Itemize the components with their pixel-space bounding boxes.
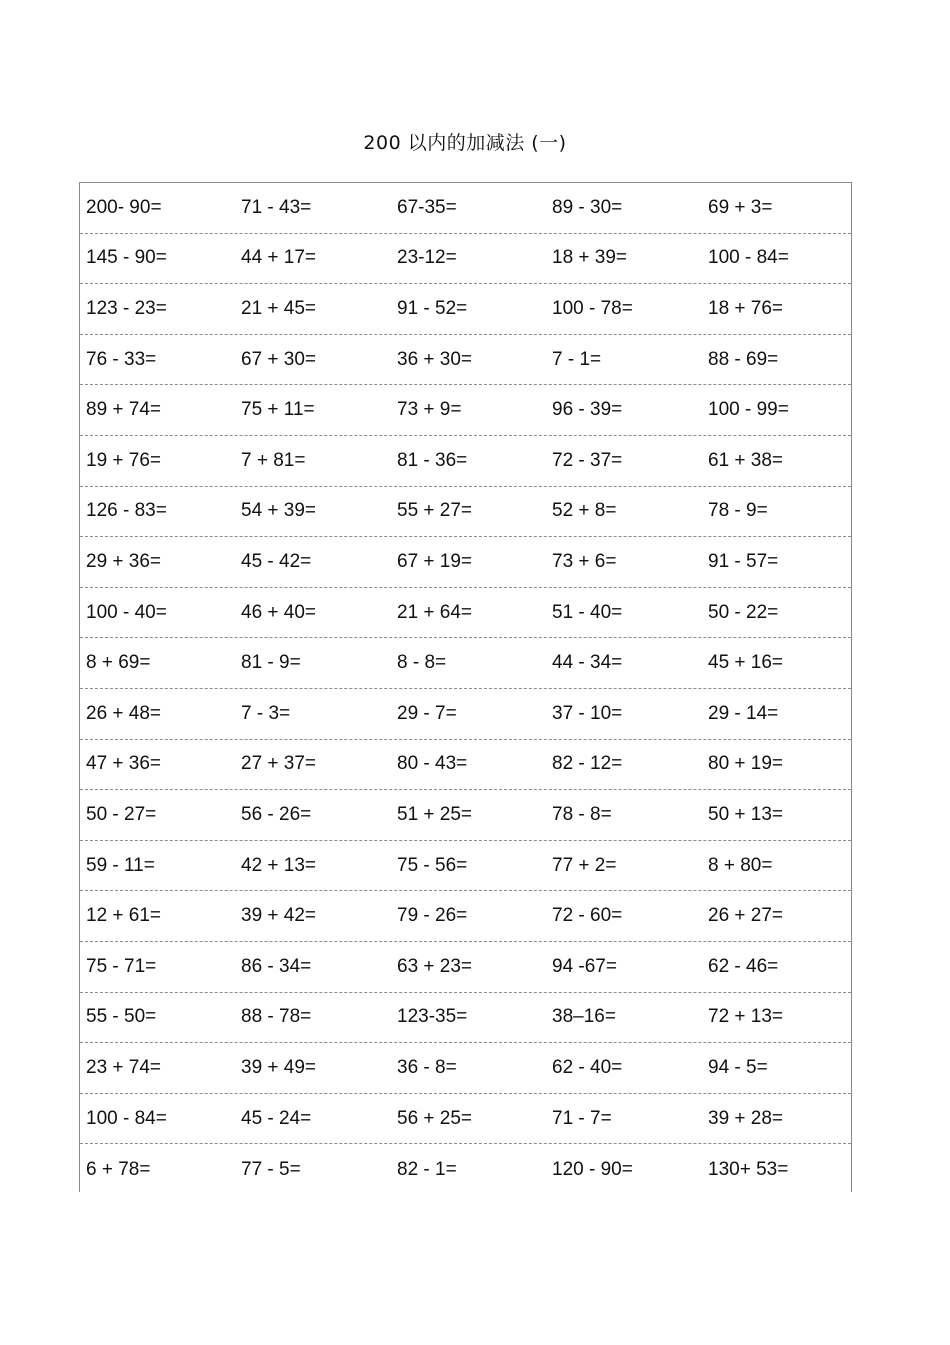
problem-cell: 45 - 42= <box>241 550 312 572</box>
problem-cell: 100 - 84= <box>708 247 789 269</box>
problem-cell: 18 + 39= <box>552 247 628 269</box>
problem-cell: 72 + 13= <box>708 1006 784 1028</box>
problem-cell: 91 - 57= <box>708 550 779 572</box>
problem-cell: 120 - 90= <box>552 1158 633 1180</box>
problem-cell: 46 + 40= <box>241 601 317 623</box>
table-row <box>80 1094 851 1145</box>
problem-cell: 6 + 78= <box>86 1158 151 1180</box>
problem-table <box>79 182 852 1192</box>
problem-cell: 50 - 27= <box>86 803 157 825</box>
problem-cell: 51 - 40= <box>552 601 623 623</box>
problem-cell: 36 - 8= <box>397 1056 457 1078</box>
problem-cell: 56 - 26= <box>241 803 312 825</box>
problem-cell: 88 - 78= <box>241 1006 312 1028</box>
problem-cell: 47 + 36= <box>86 753 162 775</box>
problem-cell: 81 - 36= <box>397 449 468 471</box>
problem-cell: 100 - 78= <box>552 297 633 319</box>
problem-cell: 8 - 8= <box>397 652 447 674</box>
problem-cell: 54 + 39= <box>241 500 317 522</box>
problem-cell: 77 - 5= <box>241 1158 301 1180</box>
problem-cell: 52 + 8= <box>552 500 617 522</box>
problem-cell: 38–16= <box>552 1006 616 1028</box>
table-row <box>80 487 851 538</box>
problem-cell: 37 - 10= <box>552 702 623 724</box>
problem-cell: 42 + 13= <box>241 854 317 876</box>
problem-cell: 56 + 25= <box>397 1107 473 1129</box>
worksheet-title: 200 以内的加减法 (一) <box>363 132 567 154</box>
problem-cell: 50 - 22= <box>708 601 779 623</box>
problem-cell: 12 + 61= <box>86 905 162 927</box>
problem-cell: 59 - 11= <box>86 854 155 876</box>
problem-cell: 78 - 9= <box>708 500 768 522</box>
problem-cell: 82 - 12= <box>552 753 623 775</box>
problem-cell: 79 - 26= <box>397 905 468 927</box>
problem-cell: 44 - 34= <box>552 652 623 674</box>
problem-cell: 86 - 34= <box>241 955 312 977</box>
problem-cell: 73 + 9= <box>397 399 462 421</box>
problem-cell: 88 - 69= <box>708 348 779 370</box>
problem-cell: 82 - 1= <box>397 1158 457 1180</box>
problem-cell: 62 - 46= <box>708 955 779 977</box>
problem-cell: 75 - 56= <box>397 854 468 876</box>
problem-cell: 91 - 52= <box>397 297 468 319</box>
problem-cell: 77 + 2= <box>552 854 617 876</box>
problem-cell: 51 + 25= <box>397 803 473 825</box>
problem-cell: 19 + 76= <box>86 449 162 471</box>
problem-cell: 96 - 39= <box>552 399 623 421</box>
problem-cell: 100 - 40= <box>86 601 167 623</box>
table-row <box>80 284 851 335</box>
problem-cell: 123-35= <box>397 1006 468 1028</box>
problem-cell: 7 - 1= <box>552 348 602 370</box>
problem-cell: 81 - 9= <box>241 652 301 674</box>
problem-cell: 76 - 33= <box>86 348 157 370</box>
table-row <box>80 638 851 689</box>
problem-cell: 18 + 76= <box>708 297 784 319</box>
problem-cell: 8 + 69= <box>86 652 151 674</box>
problem-cell: 21 + 45= <box>241 297 317 319</box>
problem-cell: 7 + 81= <box>241 449 306 471</box>
problem-cell: 62 - 40= <box>552 1056 623 1078</box>
problem-cell: 69 + 3= <box>708 196 773 218</box>
problem-cell: 80 - 43= <box>397 753 468 775</box>
problem-cell: 67-35= <box>397 196 457 218</box>
problem-cell: 67 + 30= <box>241 348 317 370</box>
problem-cell: 61 + 38= <box>708 449 784 471</box>
problem-cell: 7 - 3= <box>241 702 291 724</box>
problem-cell: 29 + 36= <box>86 550 162 572</box>
problem-cell: 39 + 28= <box>708 1107 784 1129</box>
table-row <box>80 436 851 487</box>
problem-cell: 73 + 6= <box>552 550 617 572</box>
problem-cell: 75 + 11= <box>241 399 315 421</box>
problem-cell: 39 + 49= <box>241 1056 317 1078</box>
problem-cell: 21 + 64= <box>397 601 473 623</box>
problem-cell: 55 + 27= <box>397 500 473 522</box>
table-row <box>80 1043 851 1094</box>
problem-cell: 63 + 23= <box>397 955 473 977</box>
problem-cell: 89 + 74= <box>86 399 162 421</box>
table-row <box>80 234 851 285</box>
problem-cell: 29 - 14= <box>708 702 779 724</box>
problem-cell: 126 - 83= <box>86 500 167 522</box>
table-row <box>80 841 851 892</box>
problem-cell: 44 + 17= <box>241 247 317 269</box>
problem-cell: 94 - 5= <box>708 1056 768 1078</box>
problem-cell: 100 - 84= <box>86 1107 167 1129</box>
problem-cell: 94 -67= <box>552 955 617 977</box>
problem-cell: 72 - 37= <box>552 449 623 471</box>
table-row <box>80 993 851 1044</box>
problem-cell: 71 - 43= <box>241 196 312 218</box>
problem-cell: 26 + 48= <box>86 702 162 724</box>
problem-cell: 45 - 24= <box>241 1107 312 1129</box>
problem-cell: 27 + 37= <box>241 753 317 775</box>
problem-cell: 39 + 42= <box>241 905 317 927</box>
problem-cell: 78 - 8= <box>552 803 612 825</box>
problem-cell: 26 + 27= <box>708 905 784 927</box>
problem-cell: 50 + 13= <box>708 803 784 825</box>
table-row <box>80 183 851 234</box>
table-row <box>80 537 851 588</box>
table-row <box>80 335 851 386</box>
problem-cell: 45 + 16= <box>708 652 784 674</box>
table-row <box>80 740 851 791</box>
problem-cell: 80 + 19= <box>708 753 784 775</box>
problem-cell: 75 - 71= <box>86 955 157 977</box>
table-row <box>80 588 851 639</box>
problem-cell: 23 + 74= <box>86 1056 162 1078</box>
table-row <box>80 385 851 436</box>
problem-cell: 130+ 53= <box>708 1158 789 1180</box>
problem-cell: 67 + 19= <box>397 550 473 572</box>
problem-cell: 100 - 99= <box>708 399 789 421</box>
table-row <box>80 1144 851 1195</box>
problem-cell: 123 - 23= <box>86 297 167 319</box>
problem-cell: 145 - 90= <box>86 247 167 269</box>
problem-cell: 29 - 7= <box>397 702 457 724</box>
problem-cell: 72 - 60= <box>552 905 623 927</box>
table-row <box>80 689 851 740</box>
problem-cell: 55 - 50= <box>86 1006 157 1028</box>
problem-cell: 8 + 80= <box>708 854 773 876</box>
problem-cell: 71 - 7= <box>552 1107 612 1129</box>
table-row <box>80 790 851 841</box>
problem-cell: 36 + 30= <box>397 348 473 370</box>
table-row <box>80 891 851 942</box>
table-row <box>80 942 851 993</box>
problem-cell: 200- 90= <box>86 196 162 218</box>
problem-cell: 89 - 30= <box>552 196 623 218</box>
problem-cell: 23-12= <box>397 247 457 269</box>
